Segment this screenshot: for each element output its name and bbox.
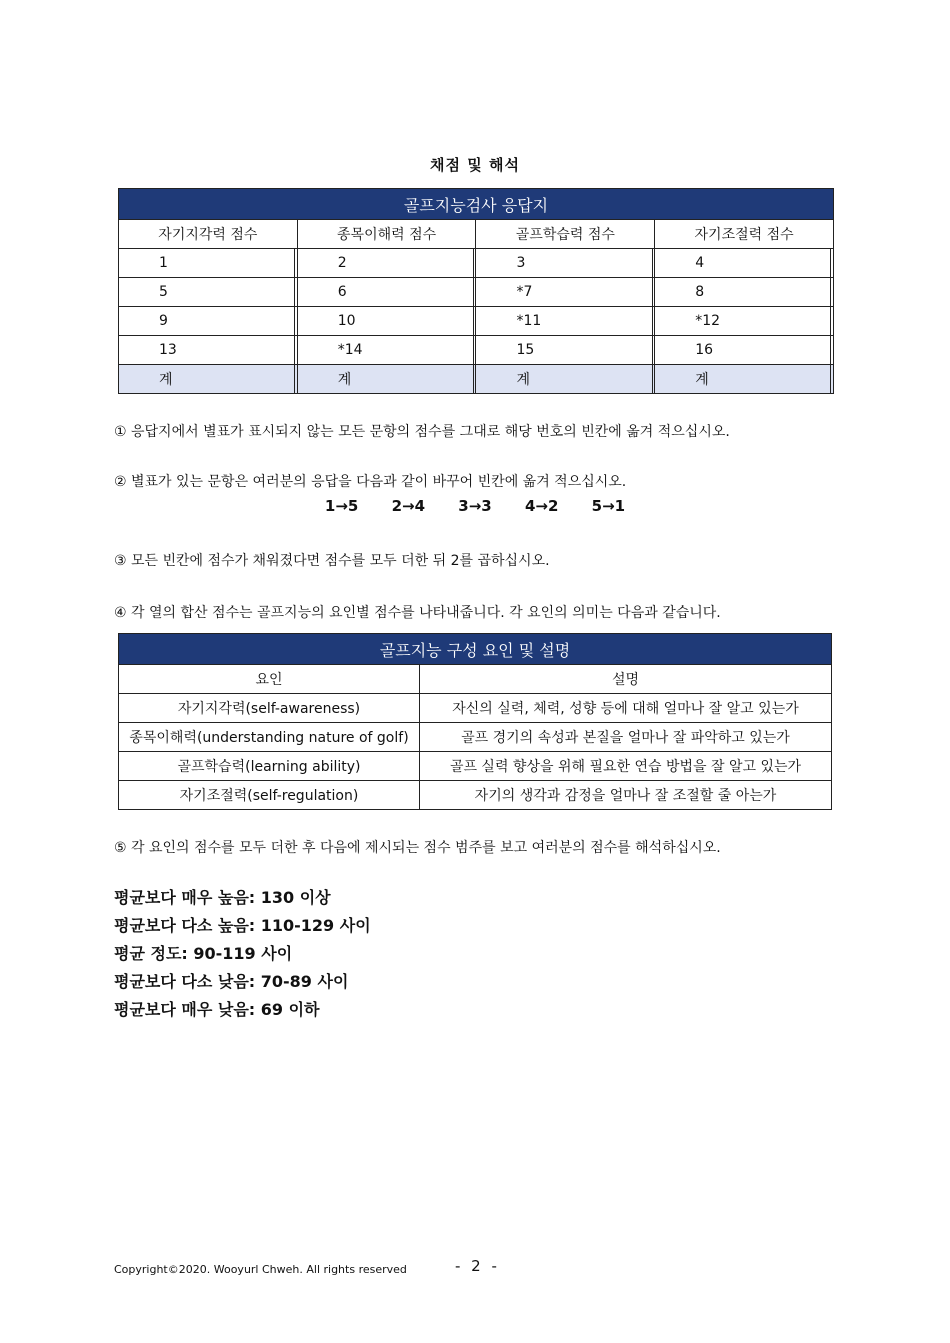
item-number: 2 xyxy=(297,249,473,278)
item-number: *11 xyxy=(476,307,652,336)
factor-name: 골프학습력(learning ability) xyxy=(119,752,420,781)
reverse-rule: 4→2 xyxy=(524,497,559,515)
total-blank[interactable] xyxy=(831,365,834,394)
score-range-item: 평균보다 다소 높음: 110-129 사이 xyxy=(114,916,371,935)
factor-description: 골프 경기의 속성과 본질을 얼마나 잘 파악하고 있는가 xyxy=(420,723,832,752)
score-blank[interactable] xyxy=(831,278,834,307)
answer-sheet-header: 자기조절력 점수 xyxy=(655,220,834,249)
item-number: 3 xyxy=(476,249,652,278)
total-row xyxy=(119,365,834,394)
score-blank[interactable] xyxy=(831,249,834,278)
answer-row xyxy=(119,278,834,307)
factor-description: 골프 실력 향상을 위해 필요한 연습 방법을 잘 알고 있는가 xyxy=(420,752,832,781)
answer-row xyxy=(119,249,834,278)
total-label: 계 xyxy=(476,365,652,394)
score-ranges xyxy=(114,884,371,1024)
item-number: 1 xyxy=(119,249,295,278)
reverse-scoring-map xyxy=(0,497,950,515)
description-column-header: 설명 xyxy=(420,665,832,694)
factor-row xyxy=(119,781,832,810)
answer-row xyxy=(119,307,834,336)
factor-description: 자신의 실력, 체력, 성향 등에 대해 얼마나 잘 알고 있는가 xyxy=(420,694,832,723)
instruction-3: ③ 모든 빈칸에 점수가 채워졌다면 점수를 모두 더한 뒤 2를 곱하십시오. xyxy=(114,553,550,569)
score-range-item: 평균보다 매우 높음: 130 이상 xyxy=(114,888,331,907)
item-number: 9 xyxy=(119,307,295,336)
factor-description: 자기의 생각과 감정을 얼마나 잘 조절할 줄 아는가 xyxy=(420,781,832,810)
answer-sheet-header: 종목이해력 점수 xyxy=(297,220,476,249)
factor-name: 자기조절력(self-regulation) xyxy=(119,781,420,810)
total-label: 계 xyxy=(297,365,473,394)
answer-sheet-table xyxy=(118,188,834,394)
reverse-rule: 5→1 xyxy=(591,497,626,515)
item-number: *7 xyxy=(476,278,652,307)
factor-name: 자기지각력(self-awareness) xyxy=(119,694,420,723)
item-number: 4 xyxy=(655,249,831,278)
page-title: 채점 및 해석 xyxy=(430,156,520,174)
instruction-1: ① 응답지에서 별표가 표시되지 않는 모든 문항의 점수를 그대로 해당 번호의 빈칸에 옮겨 적으십시오. xyxy=(114,424,730,440)
item-number: 5 xyxy=(119,278,295,307)
answer-row xyxy=(119,336,834,365)
reverse-rule: 1→5 xyxy=(324,497,359,515)
factor-column-header: 요인 xyxy=(119,665,420,694)
factor-name: 종목이해력(understanding nature of golf) xyxy=(119,723,420,752)
instruction-4: ④ 각 열의 합산 점수는 골프지능의 요인별 점수를 나타내줍니다. 각 요인의 의미는 다음과 같습니다. xyxy=(114,605,721,621)
score-blank[interactable] xyxy=(831,307,834,336)
answer-sheet-header: 골프학습력 점수 xyxy=(476,220,655,249)
factor-row xyxy=(119,752,832,781)
item-number: *14 xyxy=(297,336,473,365)
score-blank[interactable] xyxy=(831,336,834,365)
item-number: 10 xyxy=(297,307,473,336)
item-number: *12 xyxy=(655,307,831,336)
item-number: 16 xyxy=(655,336,831,365)
item-number: 15 xyxy=(476,336,652,365)
answer-sheet-title: 골프지능검사 응답지 xyxy=(119,189,834,220)
factor-table-title: 골프지능 구성 요인 및 설명 xyxy=(119,634,832,665)
total-label: 계 xyxy=(655,365,831,394)
score-range-item: 평균보다 다소 낮음: 70-89 사이 xyxy=(114,972,349,991)
score-range-item: 평균 정도: 90-119 사이 xyxy=(114,944,293,963)
factor-table xyxy=(118,633,832,810)
answer-sheet-header: 자기지각력 점수 xyxy=(119,220,298,249)
factor-row xyxy=(119,694,832,723)
item-number: 6 xyxy=(297,278,473,307)
factor-row xyxy=(119,723,832,752)
footer-copyright: Copyright©2020. Wooyurl Chweh. All rights reserved xyxy=(114,1263,407,1276)
instruction-5: ⑤ 각 요인의 점수를 모두 더한 후 다음에 제시되는 점수 범주를 보고 여러분의 점수를 해석하십시오. xyxy=(114,840,721,856)
reverse-rule: 3→3 xyxy=(458,497,492,515)
item-number: 8 xyxy=(655,278,831,307)
instruction-2: ② 별표가 있는 문항은 여러분의 응답을 다음과 같이 바꾸어 빈칸에 옮겨 적으십시오. xyxy=(114,474,627,490)
page-number: - 2 - xyxy=(455,1257,500,1275)
total-label: 계 xyxy=(119,365,295,394)
score-range-item: 평균보다 매우 낮음: 69 이하 xyxy=(114,1000,320,1019)
reverse-rule: 2→4 xyxy=(391,497,426,515)
item-number: 13 xyxy=(119,336,295,365)
